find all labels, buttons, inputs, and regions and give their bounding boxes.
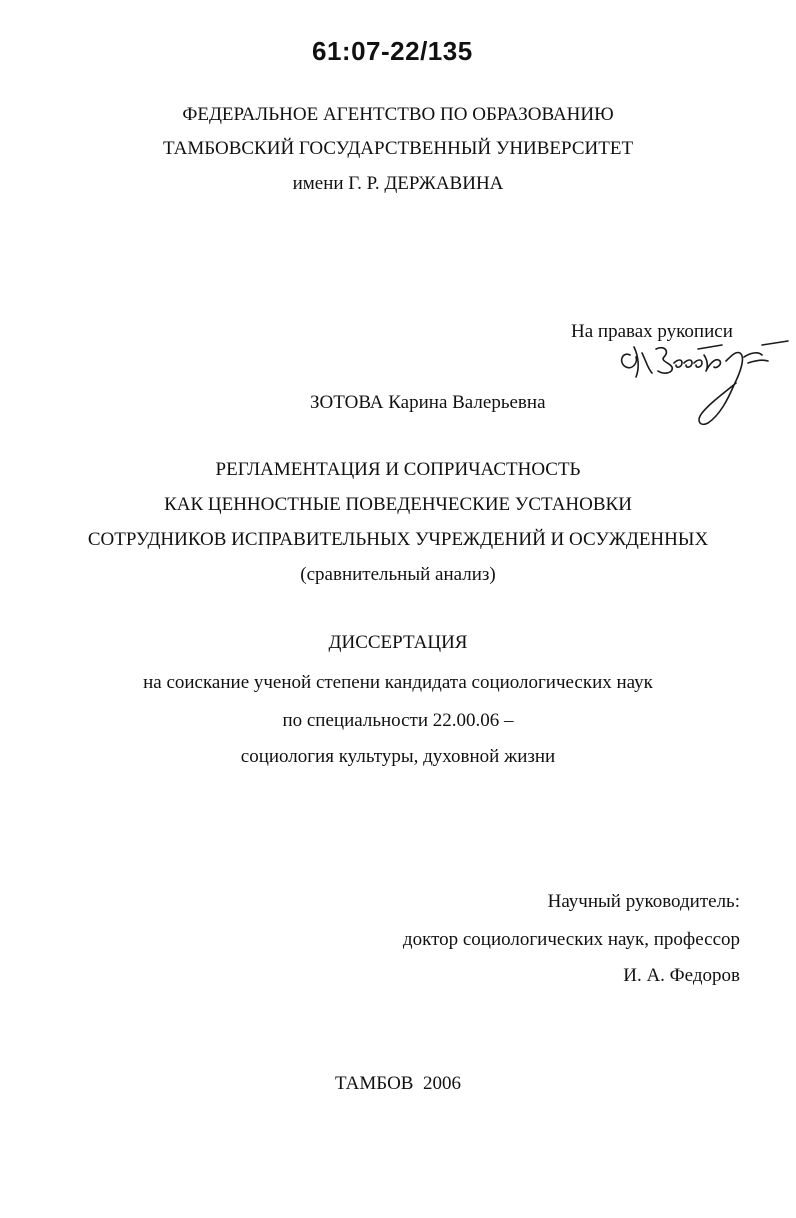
archive-code: 61:07-22/135 [312, 36, 473, 66]
organization-line-2: ТАМБОВСКИЙ ГОСУДАРСТВЕННЫЙ УНИВЕРСИТЕТ [162, 138, 634, 159]
organization-line-3: имени Г. Р. ДЕРЖАВИНА [292, 173, 504, 194]
organization-line-1: ФЕДЕРАЛЬНОЕ АГЕНТСТВО ПО ОБРАЗОВАНИЮ [182, 104, 614, 125]
dissertation-title-line-3: СОТРУДНИКОВ ИСПРАВИТЕЛЬНЫХ УЧРЕЖДЕНИЙ И ОСУЖДЕННЫХ [87, 529, 709, 550]
supervisor-degree: доктор социологических наук, профессор [402, 929, 740, 950]
place-and-year: ТАМБОВ 2006 [335, 1073, 461, 1094]
manuscript-note: На правах рукописи [571, 321, 733, 342]
dissertation-title-line-2: КАК ЦЕННОСТНЫЕ ПОВЕДЕНЧЕСКИЕ УСТАНОВКИ [164, 494, 632, 515]
supervisor-name: И. А. Федоров [623, 965, 740, 986]
specialty-line: по специальности 22.00.06 – [282, 710, 514, 731]
supervisor-label: Научный руководитель: [547, 891, 740, 912]
degree-line: на соискание ученой степени кандидата социологических наук [143, 672, 653, 693]
author-name: ЗОТОВА Карина Валерьевна [310, 392, 546, 413]
dissertation-subtitle: (сравнительный анализ) [300, 564, 496, 585]
author-signature [612, 333, 792, 433]
work-type-heading: ДИССЕРТАЦИЯ [328, 632, 468, 653]
dissertation-title-line-1: РЕГЛАМЕНТАЦИЯ И СОПРИЧАСТНОСТЬ [215, 459, 581, 480]
specialty-name-line: социология культуры, духовной жизни [240, 746, 556, 767]
